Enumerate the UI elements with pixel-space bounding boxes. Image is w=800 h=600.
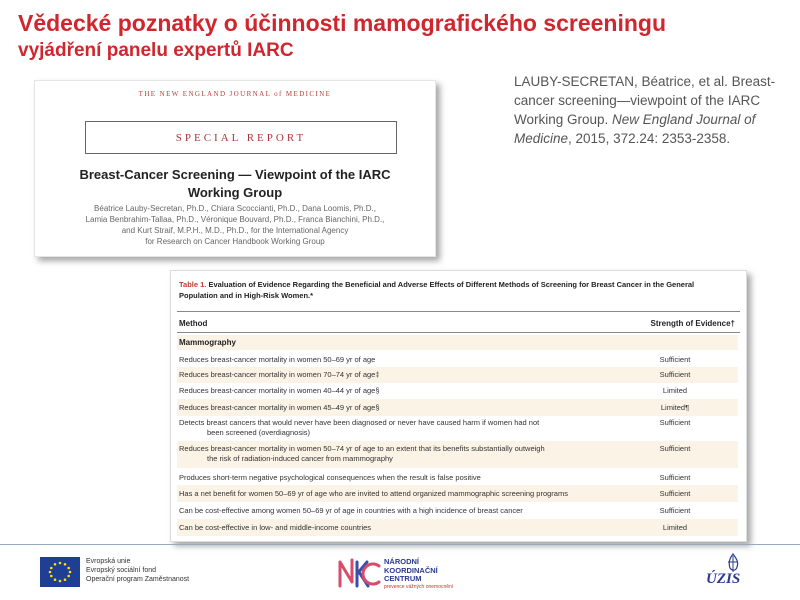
method-cell bbox=[179, 418, 649, 438]
nkc-logo-icon bbox=[337, 556, 381, 597]
table-row bbox=[177, 383, 738, 399]
method-cell: Reduces breast-cancer mortality in women 40–44 yr of age§ bbox=[179, 386, 380, 395]
table-rule bbox=[177, 332, 740, 333]
table-rule bbox=[177, 311, 740, 312]
table-caption bbox=[179, 279, 719, 301]
journal-name: THE NEW ENGLAND JOURNAL of MEDICINE bbox=[138, 90, 332, 98]
method-line-continued: been screened (overdiagnosis) bbox=[207, 428, 310, 437]
article-title-line: Working Group bbox=[187, 185, 283, 200]
table-row bbox=[177, 367, 738, 383]
nkc-tagline: prevence vážných onemocnění bbox=[384, 584, 454, 590]
strength-cell: Sufficient bbox=[659, 418, 691, 427]
strength-cell: Sufficient bbox=[659, 473, 691, 482]
table-row bbox=[177, 352, 738, 367]
citation bbox=[514, 72, 784, 148]
citation-journal: New England Journal of Medicine bbox=[514, 112, 756, 146]
special-report-box bbox=[85, 121, 397, 154]
article-authors bbox=[35, 203, 435, 247]
method-line: Detects breast cancers that would never have been diagnosed or never have caused harm if women had not bbox=[179, 418, 540, 427]
table-number: Table 1. bbox=[179, 280, 207, 289]
special-report-label: SPECIAL REPORT bbox=[175, 132, 307, 144]
method-line-continued: the risk of radiation-induced cancer from mammography bbox=[207, 454, 393, 463]
article-title-line: Breast-Cancer Screening — Viewpoint of the IARC bbox=[79, 167, 391, 182]
table-row bbox=[177, 468, 738, 485]
article-header-image bbox=[34, 80, 436, 257]
method-line: Reduces breast-cancer mortality in women 50–74 yr of age to an extent that its benefits substantially outweigh bbox=[179, 444, 545, 453]
method-cell: Reduces breast-cancer mortality in women 70–74 yr of age‡ bbox=[179, 370, 380, 379]
method-cell: Reduces breast-cancer mortality in women 50–69 yr of age bbox=[179, 355, 376, 364]
strength-cell: Limited bbox=[662, 523, 688, 532]
eu-flag-icon bbox=[40, 557, 80, 587]
strength-cell: Sufficient bbox=[659, 489, 691, 498]
method-cell: Produces short-term negative psychological consequences when the result is false positive bbox=[179, 473, 481, 482]
table-row bbox=[177, 441, 738, 468]
citation-text: LAUBY-SECRETAN, Béatrice, et al. Breast-cancer screening—viewpoint of the IARC Working Group. bbox=[514, 74, 776, 127]
nkc-line: KOORDINAČNÍ bbox=[384, 565, 438, 575]
slide-title: Vědecké poznatky o účinnosti mamografického screeningu bbox=[18, 10, 667, 36]
authors-line: Béatrice Lauby-Secretan, Ph.D., Chiara Scoccianti, Ph.D., Dana Loomis, Ph.D., bbox=[94, 204, 376, 213]
table-section-mammography: Mammography bbox=[177, 335, 738, 350]
authors-line: Lamia Benbrahim-Tallaa, Ph.D., Véronique Bouvard, Ph.D., Franca Bianchini, Ph.D., bbox=[85, 215, 385, 224]
table-row bbox=[177, 502, 738, 519]
strength-cell: Sufficient bbox=[659, 355, 691, 364]
strength-cell: Limited bbox=[662, 386, 688, 395]
method-cell: Reduces breast-cancer mortality in women 45–49 yr of age§ bbox=[179, 403, 380, 412]
footer-divider bbox=[0, 544, 800, 545]
table-row bbox=[177, 485, 738, 502]
nkc-line: NÁRODNÍ bbox=[384, 557, 419, 566]
uzis-logo-text: ÚZIS bbox=[706, 571, 741, 587]
authors-line: and Kurt Straif, M.P.H., M.D., Ph.D., for the International Agency bbox=[121, 226, 349, 235]
nkc-name bbox=[384, 558, 438, 584]
eu-text-line: Evropská unie bbox=[86, 558, 131, 565]
eu-text-line: Operační program Zaměstnanost bbox=[86, 576, 190, 583]
citation-details: , 2015, 372.24: 2353-2358. bbox=[568, 131, 731, 146]
column-header-strength: Strength of Evidence† bbox=[650, 319, 735, 328]
method-cell bbox=[179, 444, 649, 464]
strength-cell: Limited¶ bbox=[660, 403, 690, 412]
table-header bbox=[179, 319, 735, 328]
strength-cell: Sufficient bbox=[659, 444, 691, 453]
eu-funding-text bbox=[86, 557, 189, 584]
method-cell: Has a net benefit for women 50–69 yr of age who are invited to attend organized mammographic screening programs bbox=[179, 489, 568, 498]
slide-subtitle: vyjádření panelu expertů IARC bbox=[18, 40, 294, 61]
table-caption-text: Evaluation of Evidence Regarding the Beneficial and Adverse Effects of Different Methods of Screening for Breast Cancer in the General Population and in High-Risk Women.* bbox=[179, 280, 695, 300]
column-header-method: Method bbox=[179, 319, 208, 328]
strength-cell: Sufficient bbox=[659, 506, 691, 515]
authors-line: for Research on Cancer Handbook Working Group bbox=[145, 237, 325, 246]
method-cell: Can be cost-effective among women 50–69 yr of age in countries with a high incidence of breast cancer bbox=[179, 506, 523, 515]
nkc-line: CENTRUM bbox=[384, 574, 422, 583]
article-title bbox=[35, 166, 435, 202]
table-row bbox=[177, 416, 738, 441]
table-row bbox=[177, 519, 738, 536]
strength-cell: Sufficient bbox=[659, 370, 691, 379]
eu-text-line: Evropský sociální fond bbox=[86, 567, 157, 574]
method-cell: Can be cost-effective in low- and middle-income countries bbox=[179, 523, 372, 532]
evidence-table-image bbox=[170, 270, 747, 542]
table-row bbox=[177, 399, 738, 416]
